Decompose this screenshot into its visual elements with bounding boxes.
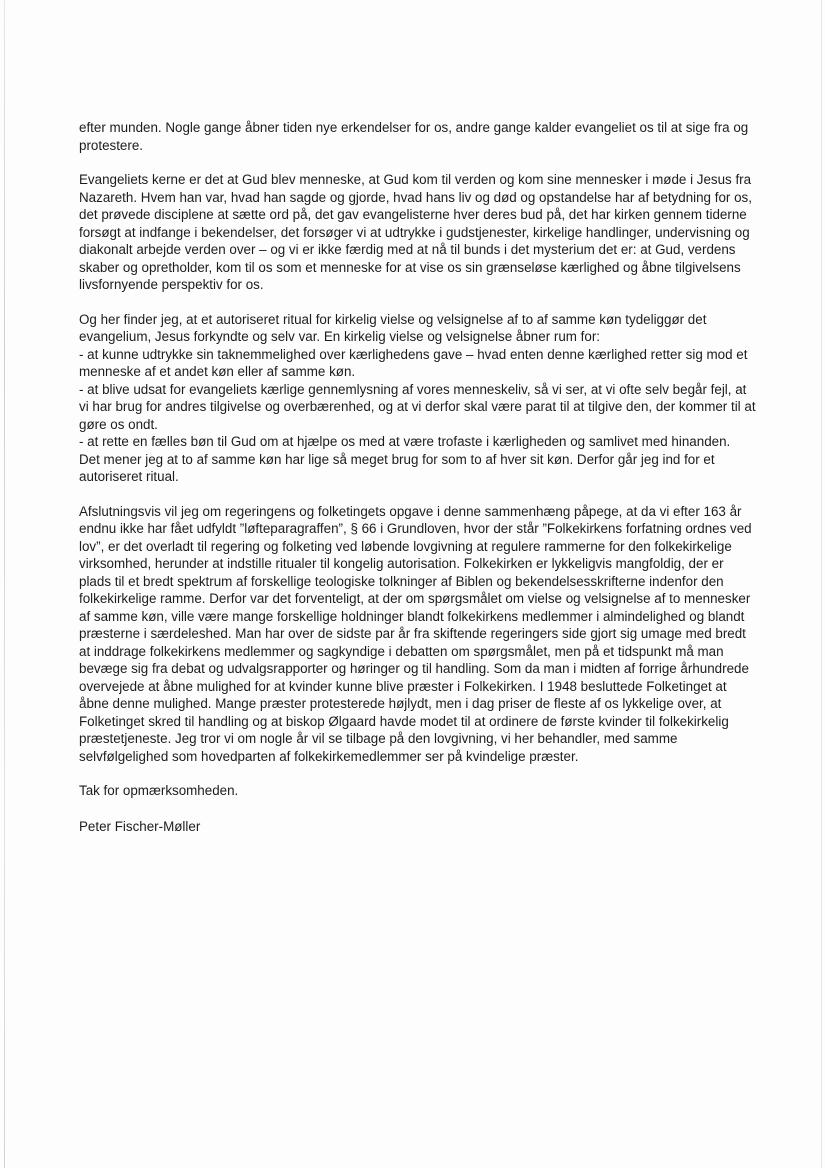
ritual-conclusion: Det mener jeg at to af samme køn har lige så meget brug for som to af hver sit køn. Derfor går jeg ind for et autoriseret ritual. [79, 451, 715, 484]
list-item: - at rette en fælles bøn til Gud om at hjælpe os med at være trofaste i kærligheden og samlivet med hinanden. [79, 434, 731, 449]
paragraph-ritual-argument [79, 311, 759, 486]
paragraph-gospel-core: Evangeliets kerne er det at Gud blev menneske, at Gud kom til verden og kom sine mennesker i møde i Jesus fra Nazareth. Hvem han var, hvad han sagde og gjorde, hvad hans liv og død og opstandelse har af betydning for os, det prøvede disciplene at sætte ord på, det gav evangelisterne hver deres bud på, det har kirken gennem tiderne forsøgt at indfange i bekendelser, det forsøger vi at udtrykke i gudstjenester, kirkelige handlinger, undervisning og diakonalt arbejde verden over – og vi er ikke færdig med at nå til bunds i det mysterium det er: at Gud, verdens skaber og opretholder, kom til os som et menneske for at vise os sin grænseløse kærlighed og åbne tilgivelsens livsfornyende perspektiv for os. [79, 172, 752, 292]
list-item: - at blive udsat for evangeliets kærlige gennemlysning af vores menneskeliv, så vi ser, at vi ofte selv begår fejl, at vi har brug for andres tilgivelse og overbærenhed, og at vi derfor skal være parat til at tilgive den, der kommer til at gøre os ondt. [79, 381, 756, 432]
paragraph-continuation: efter munden. Nogle gange åbner tiden nye erkendelser for os, andre gange kalder evangeliet os til at sige fra og protestere. [79, 120, 749, 153]
paragraph-government-role: Afslutningsvis vil jeg om regeringens og folketingets opgave i denne sammenhæng påpege, at da vi efter 163 år endnu ikke har fået udfyldt ”løfteparagraffen”, § 66 i Grundloven, hvor der står ”Folkekirkens forfatning ordnes ved lov”, er det overladt til regering og folketing ved løbende lovgivning at regulere rammerne for den folkekirkelige virksomhed, herunder at indstille ritualer til kongelig autorisation. Folkekirken er lykkeligvis mangfoldig, der er plads til et bredt spektrum af forskellige teologiske tolkninger af Biblen og bekendelsesskrifterne indenfor den folkekirkelige ramme. Derfor var det forventeligt, at der om spørgsmålet om vielse og velsignelse af to mennesker af samme køn, ville være mange forskellige holdninger blandt folkekirkens medlemmer i almindelighed og blandt præsterne i særdeleshed. Man har over de sidste par år fra skiftende regeringers side gjort sig umage med bredt at inddrage folkekirkens medlemmer og sagkyndige i debatten om spørgsmålet, men på et tidspunkt må man bevæge sig fra debat og udvalgsrapporter og høringer og til handling. Som da man i midten af forrige århundrede overvejede at åbne mulighed for at kvinder kunne blive præster i Folkekirken. I 1948 besluttede Folketinget at åbne denne mulighed. Mange præster protesterede højlydt, men i dag priser de fleste af os lykkelige over, at Folketinget skred til handling og at biskop Ølgaard havde modet til at ordinere de første kvinder til folkekirkelig præstetjeneste. Jeg tror vi om nogle år vil se tilbage på den lovgivning, vi her behandler, med samme selvfølgelighed som hovedparten af folkekirkemedlemmer ser på kvindelige præster. [79, 503, 752, 764]
scan-edge-right [821, 0, 822, 1168]
signoff: Tak for opmærksomheden. [79, 783, 239, 798]
list-item: - at kunne udtrykke sin taknemmelighed over kærlighedens gave – hvad enten denne kærlighed retter sig mod et menneske af et andet køn eller af samme køn. [79, 346, 748, 379]
signature-name: Peter Fischer-Møller [79, 818, 201, 834]
scan-edge-left [4, 0, 5, 1168]
letter-body [79, 119, 759, 835]
ritual-intro: Og her finder jeg, at et autoriseret ritual for kirkelig vielse og velsignelse af to af samme køn tydeliggør det evangelium, Jesus forkyndte og selv var. En kirkelig vielse og velsignelse åbner rum for: [79, 311, 707, 344]
